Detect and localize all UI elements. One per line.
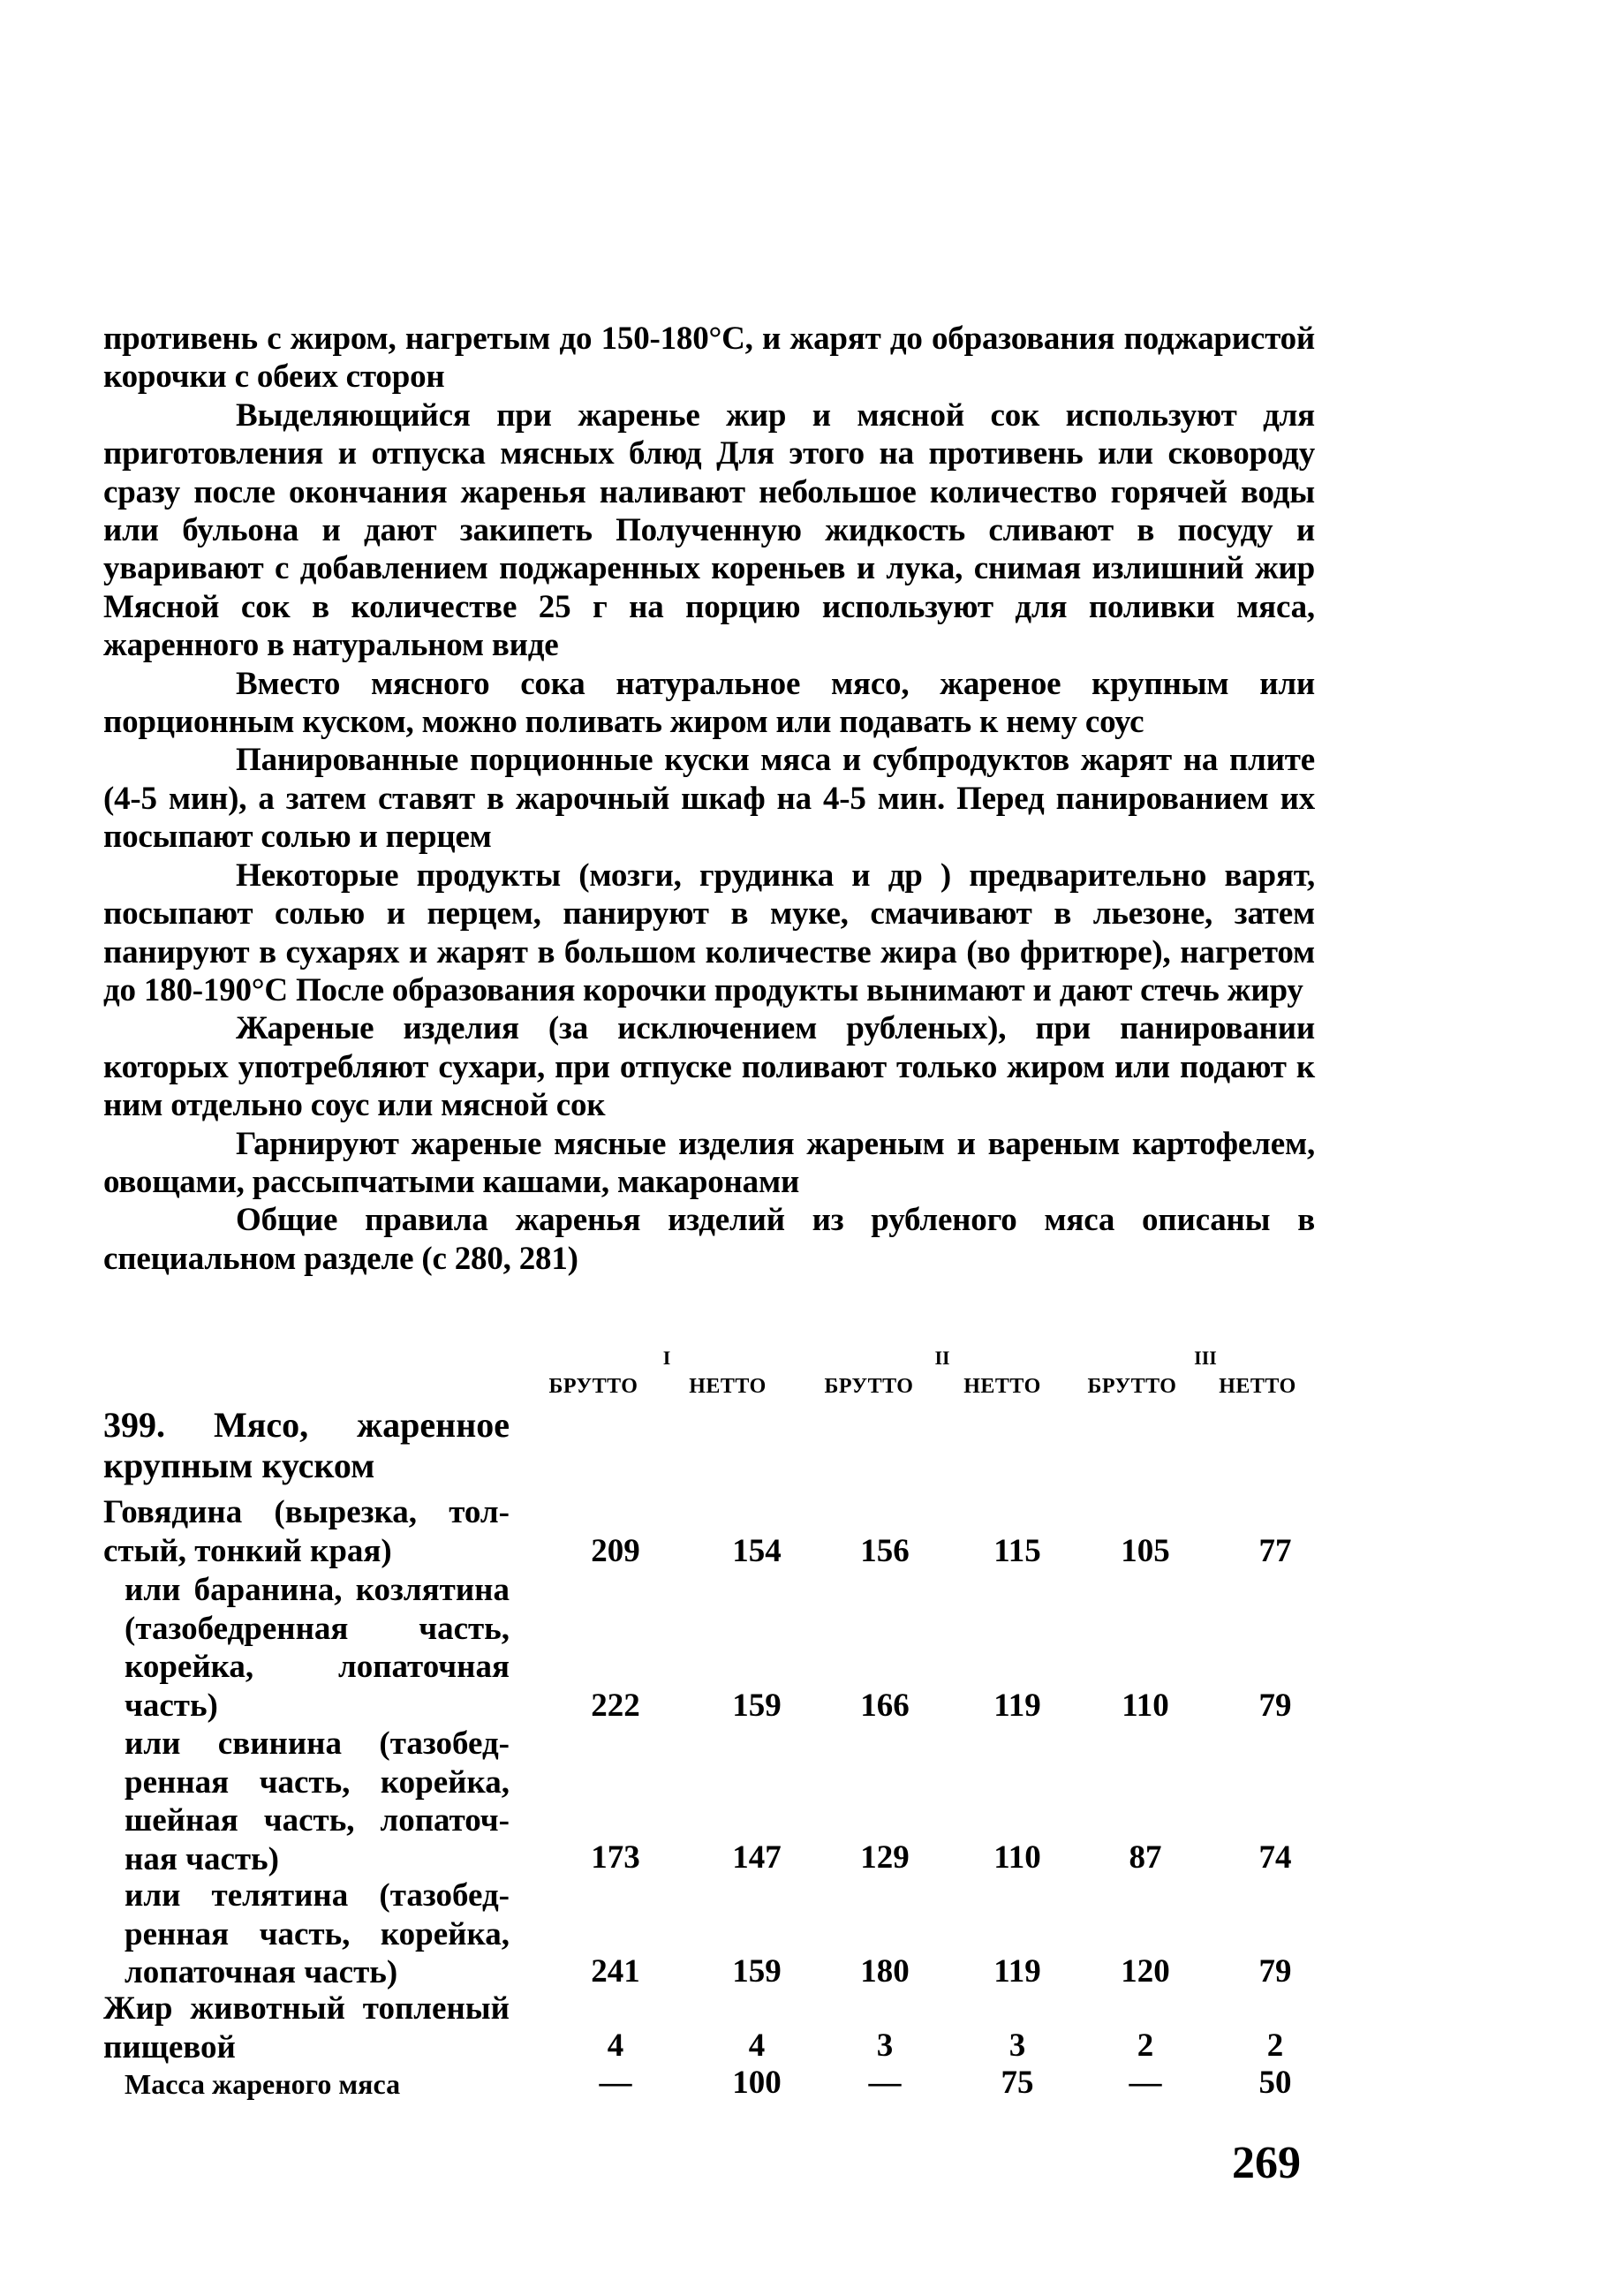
label-line: Жир животный топленый — [103, 1990, 510, 2027]
paragraph: Гарнируют жареные мясные изделия жареным и вареным картофелем, овощами, рассыпчатыми кашами, макаронами — [103, 1125, 1315, 1200]
cell-value: 79 — [1258, 1688, 1292, 1724]
ingredient-label — [125, 1571, 510, 1725]
cell-value: 87 — [1129, 1839, 1162, 1876]
cell-value: 74 — [1258, 1839, 1292, 1876]
label-line: или баранина, козлятина — [125, 1572, 510, 1608]
paragraph: Вместо мясного сока натуральное мясо, жареное крупным или порционным куском, можно поливать жиром или подавать к нему соус — [103, 665, 1315, 741]
label-line: часть) — [125, 1687, 218, 1724]
cell-value: 119 — [993, 1953, 1041, 1990]
paragraph: Панированные порционные куски мяса и субпродуктов жарят на плите (4-5 мин), а затем ставят в жарочный шкаф на 4-5 мин. Перед панированием их посыпают солью и перцем — [103, 742, 1315, 856]
column-group-header: I — [662, 1347, 671, 1369]
cell-value: 173 — [591, 1839, 640, 1876]
label-line: лопаточная часть) — [125, 1954, 398, 1990]
column-header: БРУТТО — [824, 1375, 914, 1398]
ingredient-label — [125, 1725, 510, 1878]
paragraph: Некоторые продукты (мозги, грудинка и др ) предварительно варят, посыпают солью и перцем, панируют в муке, смачивают в льезоне, затем панируют в сухарях и жарят в большом количестве жира (во фритюре), нагретом до 180-190°С После образования корочки продукты вынимают и дают стечь жиру — [103, 857, 1315, 1008]
cell-value: 115 — [993, 1533, 1041, 1569]
cell-value: 129 — [860, 1839, 910, 1876]
paragraph: Выделяющийся при жаренье жир и мясной сок используют для приготовления и отпуска мясных блюд Для этого на противень или сковороду сразу после окончания жаренья наливают небольшое количество горячей воды или бульона и дают закипеть Полученную жидкость сливают в посуду и уваривают с добавлением поджаренных кореньев и лука, снимая излишний жир Мясной сок в количестве 25 г на порцию используют для поливки мяса, жаренного в натуральном виде — [103, 396, 1315, 664]
cell-value: 110 — [1122, 1688, 1169, 1724]
cell-value: 222 — [591, 1688, 640, 1724]
column-header: БРУТТО — [1087, 1375, 1177, 1398]
cell-value: 3 — [1008, 2028, 1026, 2064]
cell-value: — — [1129, 2065, 1162, 2101]
paragraph: Общие правила жаренья изделий из рубленого мяса описаны в специальном разделе (с 280, 281) — [103, 1202, 1315, 1277]
label-line: или свинина (тазобед- — [125, 1726, 510, 1762]
label-line: или телятина (тазобед- — [125, 1877, 510, 1914]
cell-value: 110 — [993, 1839, 1041, 1876]
cell-value: 166 — [860, 1688, 910, 1724]
cell-value: 209 — [591, 1533, 640, 1569]
cell-value: 77 — [1258, 1533, 1292, 1569]
cell-value: 120 — [1121, 1953, 1170, 1990]
cell-value: 4 — [748, 2028, 766, 2064]
cell-value: 4 — [607, 2028, 624, 2064]
cell-value: 105 — [1121, 1533, 1170, 1569]
label-line: ренная часть, корейка, — [125, 1763, 510, 1801]
page-number: 269 — [1232, 2138, 1301, 2188]
cell-value: 159 — [732, 1688, 782, 1724]
label-line: Говядина (вырезка, тол- — [103, 1494, 510, 1530]
cell-value: 50 — [1258, 2065, 1292, 2101]
cell-value: 2 — [1266, 2028, 1284, 2064]
ingredient-label — [103, 1493, 510, 1570]
label-line: (тазобедренная часть, — [125, 1610, 510, 1647]
cell-value: 2 — [1137, 2028, 1154, 2064]
label-line: шейная часть, лопаточ- — [125, 1802, 510, 1839]
cell-value: 119 — [993, 1688, 1041, 1724]
cell-value: 154 — [732, 1533, 782, 1569]
cell-value: — — [868, 2065, 902, 2101]
column-group-header: II — [934, 1347, 950, 1369]
label-line: ная часть) — [125, 1840, 279, 1877]
column-header: БРУТТО — [548, 1375, 638, 1398]
paragraph: противень с жиром, нагретым до 150-180°С, и жарят до образования поджаристой корочки с обеих сторон — [103, 321, 1315, 396]
label-line: корейка, лопаточная — [125, 1649, 510, 1685]
ingredient-label — [125, 1877, 510, 1992]
label-line: пищевой — [103, 2028, 236, 2065]
column-header: НЕТТО — [963, 1375, 1041, 1398]
cell-value: 156 — [860, 1533, 910, 1569]
column-group-header: III — [1194, 1347, 1217, 1369]
cell-value: 100 — [732, 2065, 782, 2101]
cell-value: 79 — [1258, 1953, 1292, 1990]
ingredient-label — [103, 1990, 510, 2066]
cell-value: 180 — [860, 1953, 910, 1990]
label-line: ренная часть, корейка, — [125, 1915, 510, 1952]
cell-value: 159 — [732, 1953, 782, 1990]
recipe-title: 399. Мясо, жаренное крупным куском — [103, 1405, 510, 1485]
paragraph: Жареные изделия (за исключением рубленых), при панировании которых употребляют сухари, при отпуске поливают только жиром или подают к ним отдельно соус или мясной сок — [103, 1010, 1315, 1124]
label-line: Масса жареного мяса — [125, 2068, 401, 2100]
cell-value: 3 — [876, 2028, 894, 2064]
column-header: НЕТТО — [689, 1375, 767, 1398]
cell-value: 241 — [591, 1953, 640, 1990]
cell-value: — — [599, 2065, 632, 2101]
body-text — [103, 320, 1315, 1278]
cell-value: 75 — [1001, 2065, 1034, 2101]
label-line: стый, тонкий края) — [103, 1532, 392, 1569]
cell-value: 147 — [732, 1839, 782, 1876]
ingredient-label — [125, 2065, 531, 2104]
column-header: НЕТТО — [1219, 1375, 1296, 1398]
